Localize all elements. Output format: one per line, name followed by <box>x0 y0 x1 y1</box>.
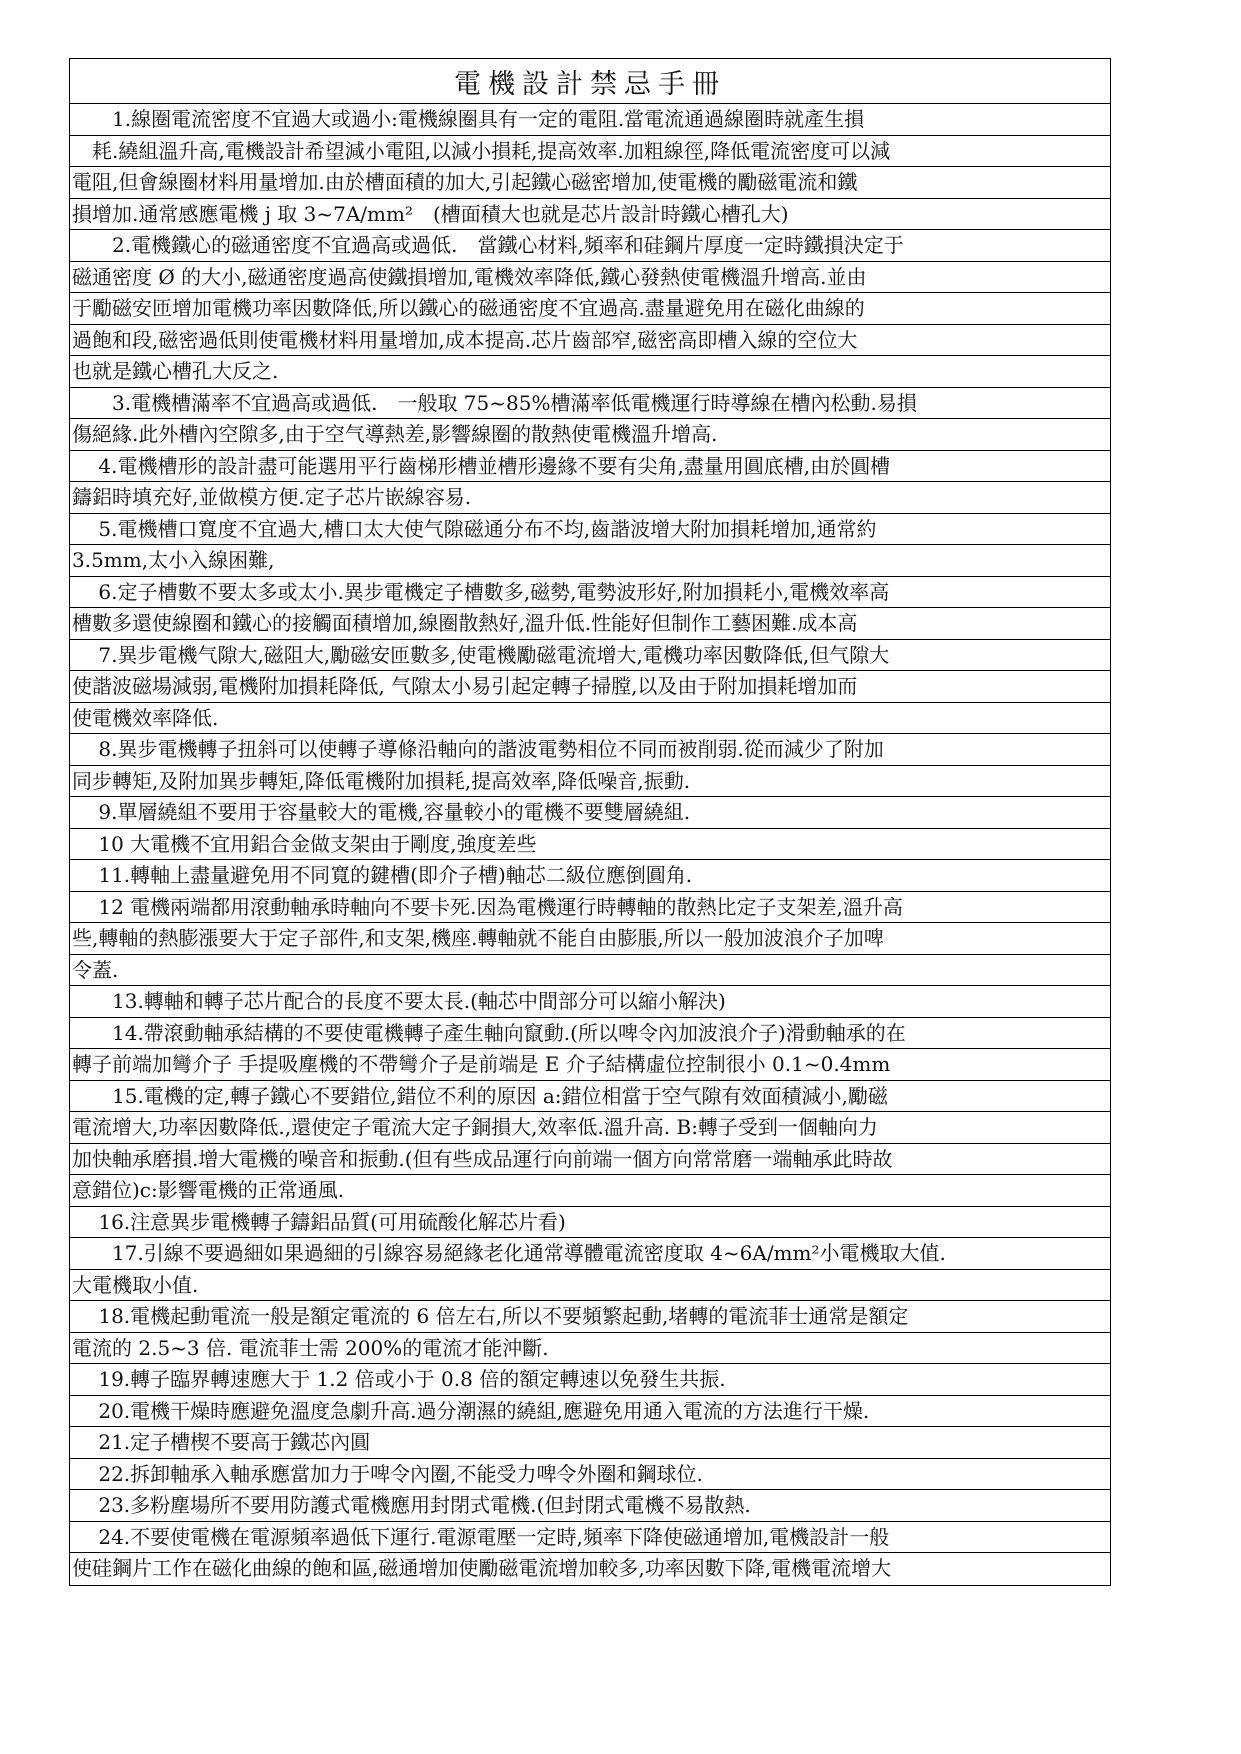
text-row: 4.電機槽形的設計盡可能選用平行齒梯形槽並槽形邊緣不要有尖角,盡量用圓底槽,由於圓槽 <box>70 451 1110 483</box>
text-row: 也就是鐵心槽孔大反之. <box>70 356 1110 388</box>
text-row: 14.帶滾動軸承結構的不要使電機轉子產生軸向竄動.(所以啤令內加波浪介子)滑動軸承的在 <box>70 1018 1110 1050</box>
text-row: 22.拆卸軸承入軸承應當加力于啤令內圈,不能受力啤令外圈和鋼球位. <box>70 1459 1110 1491</box>
text-row: 使電機效率降低. <box>70 703 1110 735</box>
text-row: 16.注意異步電機轉子鑄鋁品質(可用硫酸化解芯片看) <box>70 1207 1110 1239</box>
text-row: 1.線圈電流密度不宜過大或過小:電機線圈具有一定的電阻.當電流通過線圈時就產生損 <box>70 104 1110 136</box>
text-row: 18.電機起動電流一般是額定電流的 6 倍左右,所以不要頻繁起動,堵轉的電流菲士通常是額定 <box>70 1301 1110 1333</box>
text-row: 21.定子槽楔不要高于鐵芯內圓 <box>70 1427 1110 1459</box>
text-row: 傷絕緣.此外槽內空隙多,由于空气導熱差,影響線圈的散熱使電機溫升增高. <box>70 419 1110 451</box>
text-row: 23.多粉塵場所不要用防護式電機應用封閉式電機.(但封閉式電機不易散熱. <box>70 1490 1110 1522</box>
text-row: 12 電機兩端都用滾動軸承時軸向不要卡死.因為電機運行時轉軸的散熱比定子支架差,溫升高 <box>70 892 1110 924</box>
document-table <box>69 58 1111 1586</box>
text-rows <box>70 104 1110 1585</box>
text-row: 7.異步電機气隙大,磁阻大,勵磁安匝數多,使電機勵磁電流增大,電機功率因數降低,但气隙大 <box>70 640 1110 672</box>
text-row: 10 大電機不宜用鋁合金做支架由于剛度,強度差些 <box>70 829 1110 861</box>
text-row: 8.異步電機轉子扭斜可以使轉子導條沿軸向的諧波電勢相位不同而被削弱.從而減少了附加 <box>70 734 1110 766</box>
text-row: 使諧波磁場減弱,電機附加損耗降低, 气隙太小易引起定轉子掃膛,以及由于附加損耗增加而 <box>70 671 1110 703</box>
text-row: 19.轉子臨界轉速應大于 1.2 倍或小于 0.8 倍的額定轉速以免發生共振. <box>70 1364 1110 1396</box>
text-row: 轉子前端加彎介子 手提吸塵機的不帶彎介子是前端是 E 介子結構虛位控制很小 0.1~0.4mm <box>70 1049 1110 1081</box>
text-row: 電流增大,功率因數降低.,還使定子電流大定子銅損大,效率低.溫升高. B:轉子受到一個軸向力 <box>70 1112 1110 1144</box>
text-row: 槽數多還使線圈和鐵心的接觸面積增加,線圈散熱好,溫升低.性能好但制作工藝困難.成本高 <box>70 608 1110 640</box>
text-row: 24.不要使電機在電源頻率過低下運行.電源電壓一定時,頻率下降使磁通增加,電機設計一般 <box>70 1522 1110 1554</box>
text-row: 些,轉軸的熱膨漲要大于定子部件,和支架,機座.轉軸就不能自由膨脹,所以一般加波浪介子加啤 <box>70 923 1110 955</box>
text-row: 電流的 2.5~3 倍. 電流菲士需 200%的電流才能沖斷. <box>70 1333 1110 1365</box>
text-row: 20.電機干燥時應避免溫度急劇升高.過分潮濕的繞組,應避免用通入電流的方法進行干燥. <box>70 1396 1110 1428</box>
text-row: 鑄鋁時填充好,並做模方便.定子芯片嵌線容易. <box>70 482 1110 514</box>
text-row: 使硅鋼片工作在磁化曲線的飽和區,磁通增加使勵磁電流增加較多,功率因數下降,電機電流增大 <box>72 1556 892 1580</box>
text-row: 損增加.通常感應電機 j 取 3~7A/mm² (槽面積大也就是芯片設計時鐵心槽孔大) <box>70 199 1110 231</box>
text-row: 電阻,但會線圈材料用量增加.由於槽面積的加大,引起鐵心磁密增加,使電機的勵磁電流和鐵 <box>70 167 1110 199</box>
text-row: 意錯位)c:影響電機的正常通風. <box>70 1175 1110 1207</box>
text-row: 3.5mm,太小入線困難, <box>70 545 1110 577</box>
text-row: 6.定子槽數不要太多或太小.異步電機定子槽數多,磁勢,電勢波形好,附加損耗小,電機效率高 <box>70 577 1110 609</box>
text-row: 加快軸承磨損.增大電機的噪音和振動.(但有些成品運行向前端一個方向常常磨一端軸承此時故 <box>70 1144 1110 1176</box>
text-row: 大電機取小值. <box>70 1270 1110 1302</box>
text-row: 2.電機鐵心的磁通密度不宜過高或過低. 當鐵心材料,頻率和硅鋼片厚度一定時鐵損決定于 <box>70 230 1110 262</box>
text-row: 磁通密度 Ø 的大小,磁通密度過高使鐵損增加,電機效率降低,鐵心發熱使電機溫升增高.並由 <box>70 262 1110 294</box>
text-row: 過飽和段,磁密過低則使電機材料用量增加,成本提高.芯片齒部窄,磁密高即槽入線的空位大 <box>70 325 1110 357</box>
text-row: 耗.繞組溫升高,電機設計希望減小電阻,以減小損耗,提高效率.加粗線徑,降低電流密度可以減 <box>70 136 1110 168</box>
text-row: 3.電機槽滿率不宜過高或過低. 一般取 75~85%槽滿率低電機運行時導線在槽內松動.易損 <box>70 388 1110 420</box>
text-row: 11.轉軸上盡量避免用不同寬的鍵槽(即介子槽)軸芯二級位應倒圓角. <box>70 860 1110 892</box>
text-row: 13.轉軸和轉子芯片配合的長度不要太長.(軸芯中間部分可以縮小解決) <box>70 986 1110 1018</box>
text-row: 17.引線不要過細如果過細的引線容易絕緣老化通常導體電流密度取 4~6A/mm²小電機取大值. <box>70 1238 1110 1270</box>
document-title: 電機設計禁忌手冊 <box>70 59 1110 104</box>
text-row: 5.電機槽口寬度不宜過大,槽口太大使气隙磁通分布不均,齒諧波增大附加損耗增加,通常約 <box>70 514 1110 546</box>
text-row: 同步轉矩,及附加異步轉矩,降低電機附加損耗,提高效率,降低噪音,振動. <box>70 766 1110 798</box>
text-row: 15.電機的定,轉子鐵心不要錯位,錯位不利的原因 a:錯位相當于空气隙有效面積減小,勵磁 <box>70 1081 1110 1113</box>
text-row: 9.單層繞組不要用于容量較大的電機,容量較小的電機不要雙層繞組. <box>70 797 1110 829</box>
text-row: 于勵磁安匝增加電機功率因數降低,所以鐵心的磁通密度不宜過高.盡量避免用在磁化曲線的 <box>70 293 1110 325</box>
text-row: 令蓋. <box>70 955 1110 987</box>
